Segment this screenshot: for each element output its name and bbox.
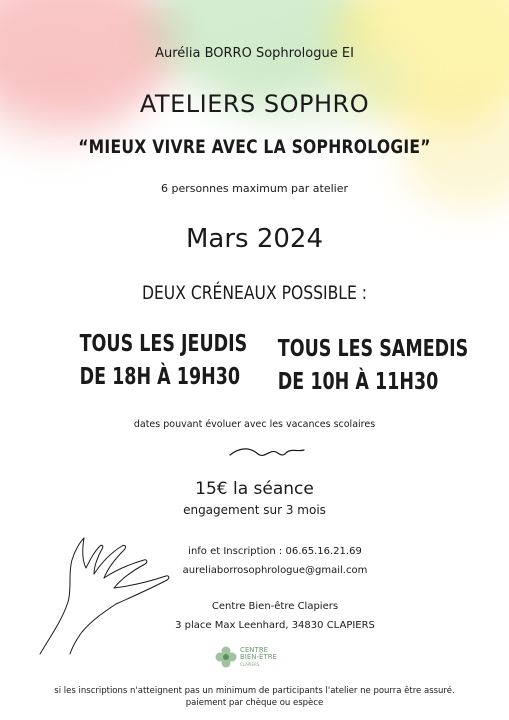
center-logo: [214, 645, 304, 669]
workshop-subtitle: “MIEUX VIVRE AVEC LA SOPHROLOGIE”: [78, 136, 431, 158]
slot-day: TOUS LES SAMEDIS: [277, 336, 469, 362]
hand-drawing-icon: [38, 516, 188, 656]
price: 15€ la séance: [195, 479, 314, 499]
month-heading: Mars 2024: [185, 224, 324, 254]
phone-info: info et Inscription : 06.65.16.21.69: [188, 546, 362, 557]
schedule-note: dates pouvant évoluer avec les vacances scolaires: [133, 419, 376, 430]
slots-heading: DEUX CRÉNEAUX POSSIBLE :: [141, 282, 368, 304]
capacity-text: 6 personnes maximum par atelier: [160, 182, 349, 195]
logo-text: [240, 647, 277, 668]
commitment: engagement sur 3 mois: [183, 503, 326, 517]
slot-thursday: [79, 328, 248, 394]
logo-line-2: BIEN-ÊTRE: [240, 653, 278, 661]
flower-logo-icon: [214, 645, 238, 669]
logo-line-1: CENTRE: [240, 646, 269, 654]
slot-day: TOUS LES JEUDIS: [79, 331, 248, 357]
author-name: Aurélia BORRO Sophrologue EI: [155, 46, 354, 61]
slot-time: DE 18H À 19H30: [79, 364, 241, 390]
address: 3 place Max Leenhard, 34830 CLAPIERS: [175, 620, 375, 631]
email-address: aureliaborrosophrologue@gmail.com: [182, 565, 368, 576]
footer-disclaimer: si les inscriptions n'atteignent pas un minimum de participants l'atelier ne pourra être assuré.: [54, 686, 455, 696]
slot-saturday: [277, 333, 469, 399]
slot-time: DE 10H À 11H30: [277, 369, 439, 395]
footer-payment: paiement par chèque ou espèce: [185, 698, 324, 708]
center-name: Centre Bien-être Clapiers: [211, 601, 339, 612]
page-title: ATELIERS SOPHRO: [139, 90, 370, 118]
logo-line-3: CLAPIERS: [240, 662, 260, 667]
squiggle-divider-icon: [228, 443, 306, 463]
